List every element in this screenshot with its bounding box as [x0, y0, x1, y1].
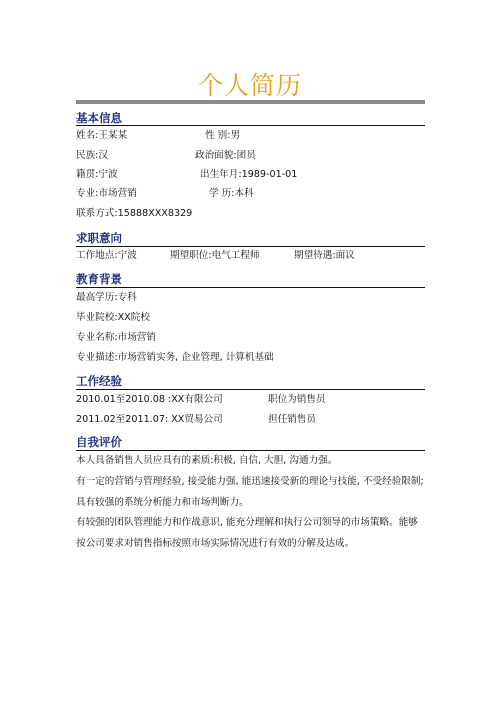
section-job-intent: 求职意向 — [76, 231, 122, 245]
expected-position-field: 期望职位:电气工程师 — [170, 250, 260, 261]
self-evaluation-paragraph-3: 有较强的团队管理能力和作战意识, 能充分理解和执行公司领导的市场策略。能够按公司要求对销售指标按照市场实际情况进行有效的分解及达成。 — [76, 517, 418, 549]
expected-salary-field: 期望待遇:面议 — [294, 250, 355, 261]
name-field: 姓名:王某某 — [76, 130, 128, 141]
resume-title: 个人简历 — [197, 71, 302, 100]
work-role-1: 职位为销售员 — [268, 394, 326, 405]
section-basic-info: 基本信息 — [76, 111, 122, 125]
work-period-2: 2011.02至2011.07: XX贸易公司 — [76, 414, 223, 425]
section-work-experience: 工作经验 — [76, 374, 122, 388]
birth-date-field: 出生年月:1989-01-01 — [200, 169, 298, 180]
self-evaluation-paragraph-2: 有一定的营销与管理经验, 接受能力强, 能迅速接受新的理论与技能, 不受经验限制;具有较强的系统分析能力和市场判断力。 — [76, 476, 424, 508]
gender-field: 性 别:男 — [205, 130, 241, 141]
section-education: 教育背景 — [76, 272, 122, 286]
title-divider — [76, 100, 425, 104]
section-rule — [76, 125, 425, 126]
section-rule — [76, 287, 425, 288]
education-major-field: 专业名称:市场营销 — [76, 332, 156, 343]
section-rule — [76, 246, 425, 247]
contact-field: 联系方式:15888XXX8329 — [76, 208, 193, 219]
ethnicity-field: 民族:汉 — [76, 150, 109, 161]
origin-field: 籍贯:宁波 — [76, 169, 118, 180]
work-location-field: 工作地点:宁波 — [76, 250, 137, 261]
political-status-field: 政治面貌:团员 — [195, 150, 256, 161]
work-role-2: 担任销售员 — [268, 414, 316, 425]
section-rule — [76, 389, 425, 390]
major-description-field: 专业描述:市场营销实务, 企业管理, 计算机基础 — [76, 352, 274, 363]
work-period-1: 2010.01至2010.08 :XX有限公司 — [76, 394, 223, 405]
self-evaluation-paragraph-1: 本人具备销售人员应具有的素质:积极, 自信, 大胆, 沟通力强。 — [76, 455, 338, 466]
highest-degree-field: 最高学历:专科 — [76, 292, 137, 303]
school-field: 毕业院校:XX院校 — [76, 312, 150, 323]
degree-field: 学 历:本科 — [209, 188, 254, 199]
major-field: 专业:市场营销 — [76, 188, 137, 199]
section-self-evaluation: 自我评价 — [76, 435, 122, 449]
